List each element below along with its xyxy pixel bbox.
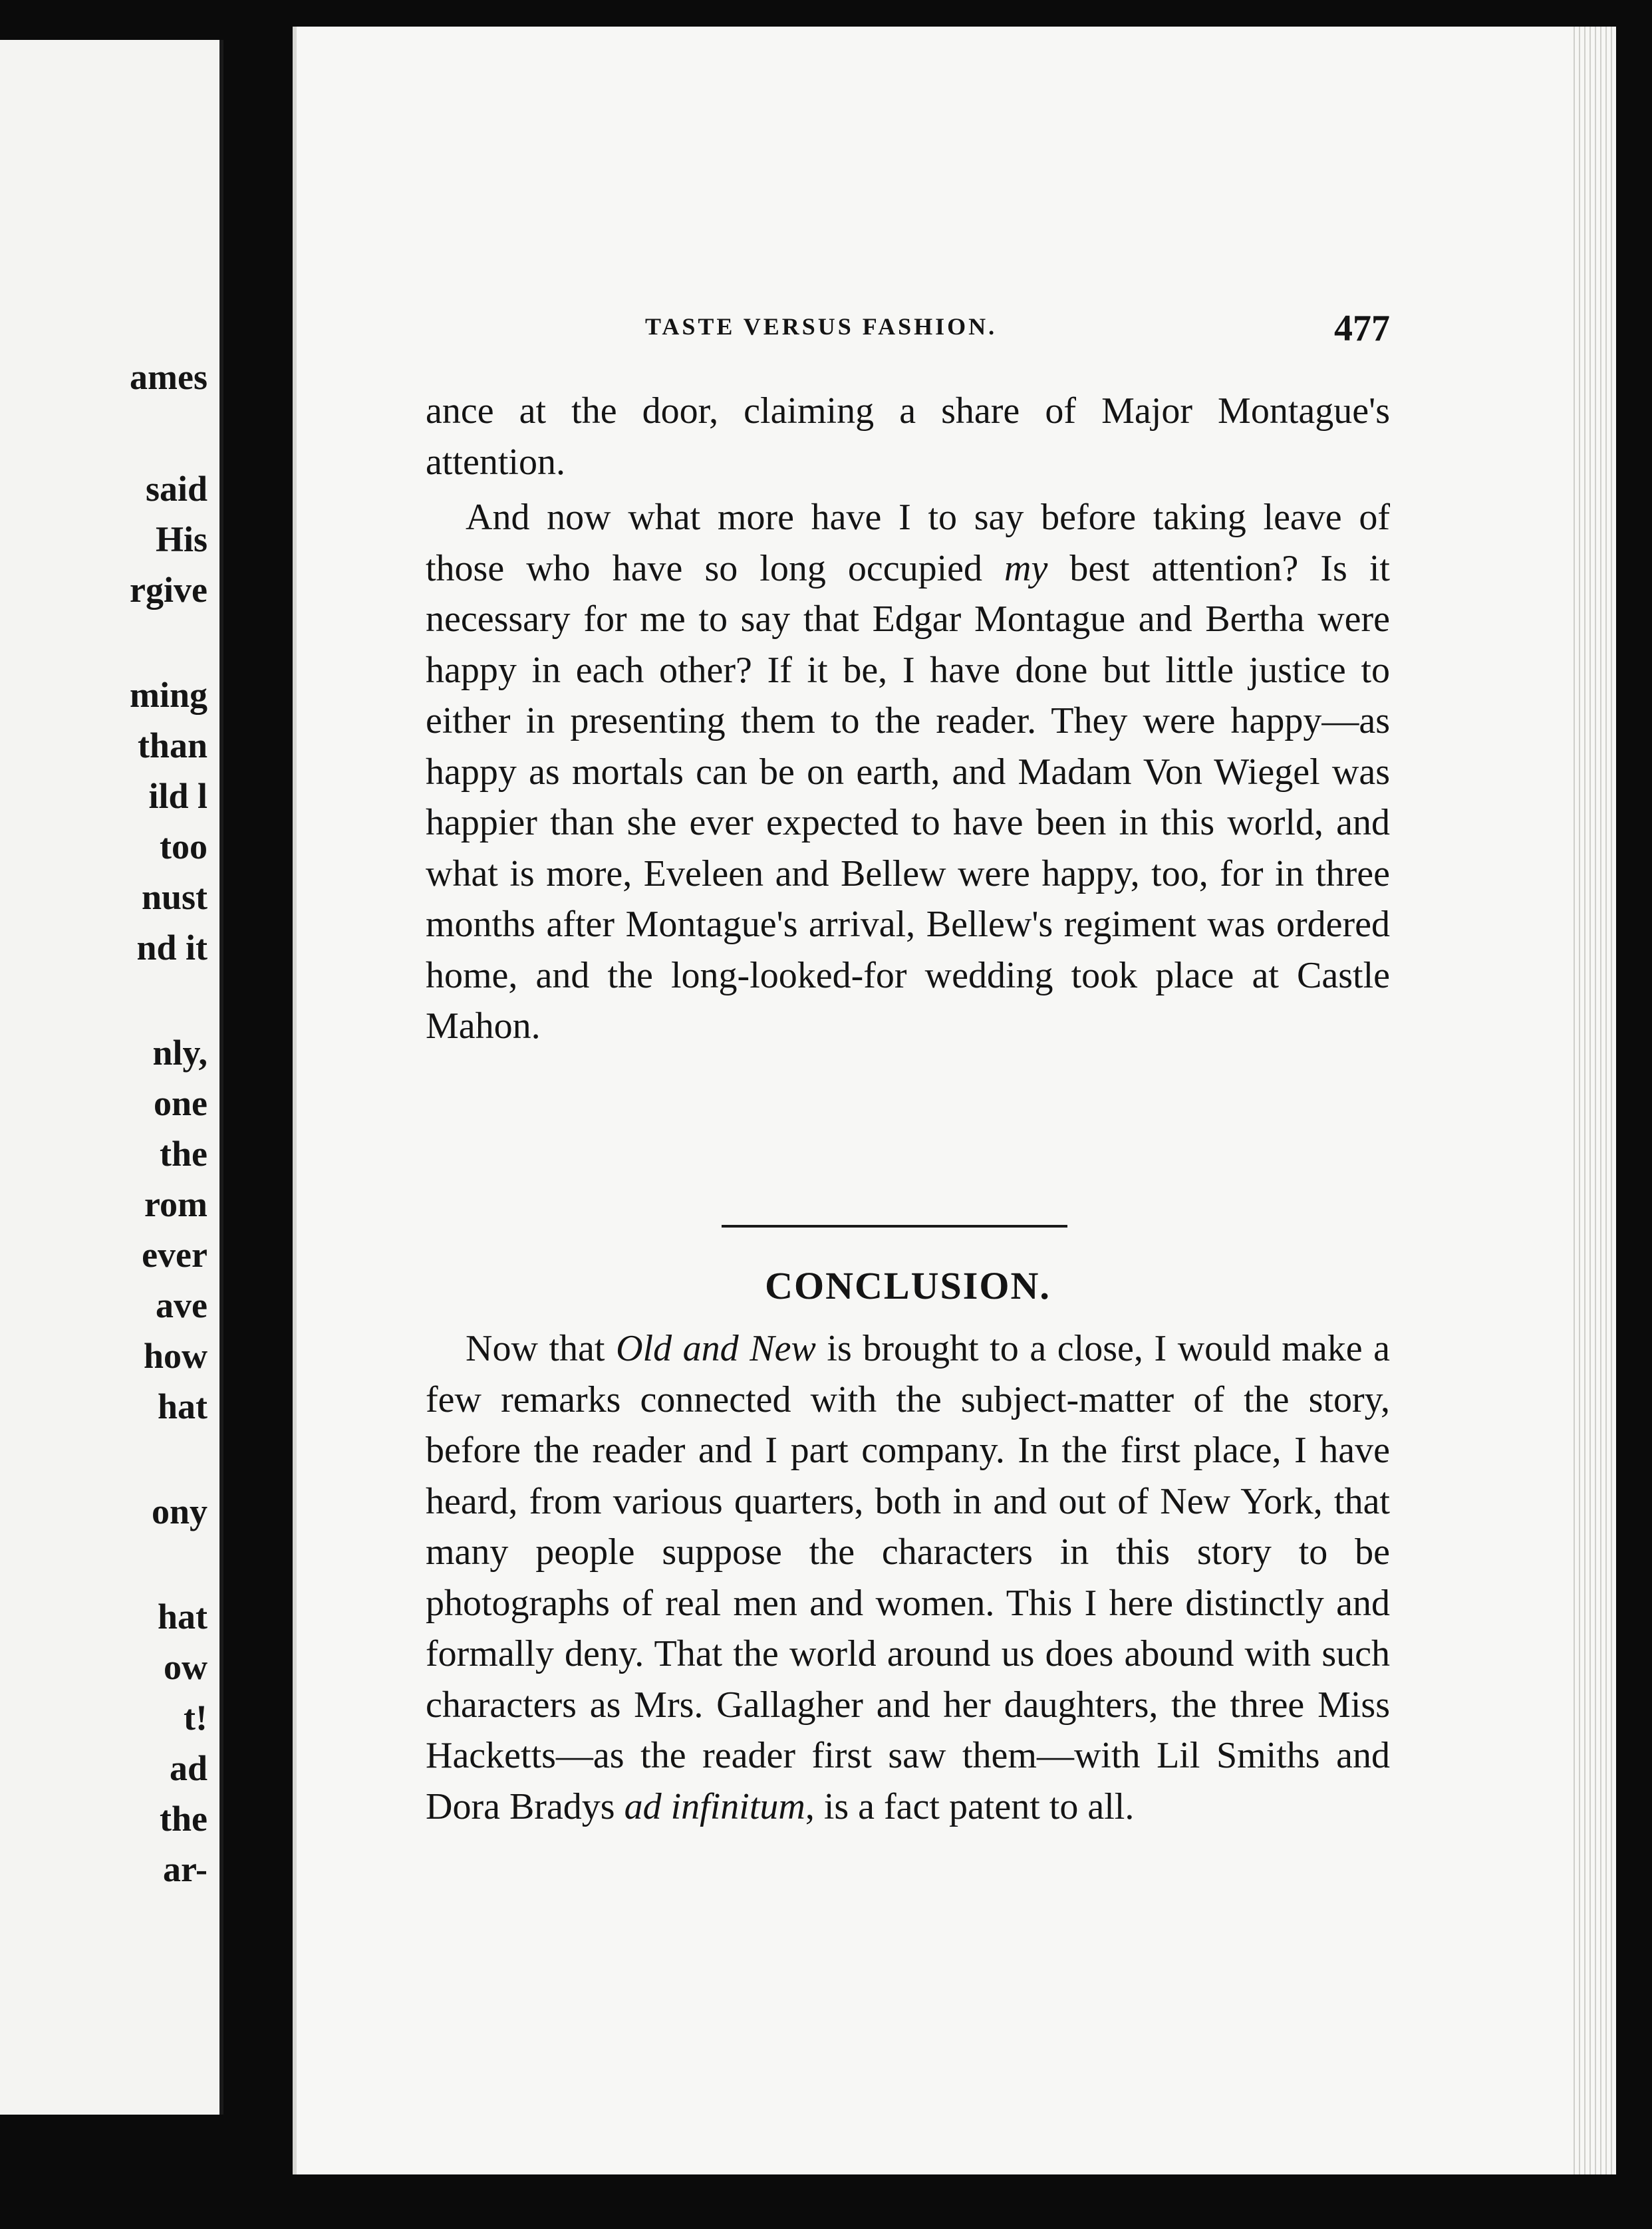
facing-page-line: nust: [141, 877, 207, 917]
facing-page-line: ild l: [148, 776, 207, 816]
facing-page-line: ow: [164, 1647, 207, 1687]
page-number: 477: [1334, 308, 1390, 349]
paragraph: [426, 492, 1390, 1052]
facing-page-line: one: [154, 1083, 207, 1123]
paragraph: [426, 386, 1390, 487]
facing-page-line: how: [143, 1336, 207, 1376]
facing-page-line: hat: [157, 1386, 207, 1426]
paragraph: [426, 1323, 1390, 1832]
facing-page-line: ony: [151, 1492, 207, 1531]
italic-text: my: [1004, 547, 1048, 589]
facing-page-line: the: [160, 1799, 207, 1839]
paragraph-text: , is a fact patent to all.: [805, 1785, 1135, 1827]
italic-text: ad infinitum: [624, 1785, 805, 1827]
facing-page-line: ever: [142, 1235, 207, 1275]
facing-page-line: rgive: [130, 570, 207, 610]
paragraph-text: Now that: [466, 1328, 617, 1369]
section-divider: [722, 1225, 1067, 1228]
paragraph-text: is brought to a close, I would make a few remarks connected with the subject-matter of the story, before the reader and I part company. In the first place, I have heard, from various quarters, both in and out of New York, that many people suppose the characters in this story to be photographs of real men and women. This I here distinctly and formally deny. That the world around us does abound with such characters as Mrs. Gallagher and her daughters, the three Miss Hacketts—as the reader first saw them—with Lil Smiths and Dora Bradys: [426, 1328, 1391, 1827]
running-head: [426, 308, 1390, 359]
paragraph-text: ance at the door, claiming a share of Major Montague's attention.: [426, 390, 1390, 483]
italic-text: Old and New: [616, 1328, 816, 1369]
facing-page-line: too: [160, 827, 207, 866]
facing-page-line: ar-: [163, 1849, 207, 1889]
facing-page-line: hat: [157, 1597, 207, 1637]
paragraph-text: And now what more have I to say before taking leave of those who have so long occupied: [426, 497, 1390, 589]
running-head-title: TASTE VERSUS FASHION.: [645, 313, 998, 340]
facing-page-line: His: [155, 519, 207, 559]
page-edge: [1570, 27, 1616, 2174]
facing-page: [0, 40, 223, 2115]
facing-page-line: the: [160, 1134, 207, 1174]
facing-page-line: ad: [169, 1748, 207, 1788]
paragraph-text: best attention? Is it necessary for me to say that Edgar Montague and Bertha were happy in each other? If it be, I have done but little justice to either in presenting them to the reader. They were happy—as happy as mortals can be on earth, and Madam Von Wiegel was happier than she ever expected to have been in this world, and what is more, Eveleen and Bellew were happy, too, for in three months after Montague's arrival, Bellew's regiment was ordered home, and the long-looked-for wedding took place at Castle Mahon.: [426, 547, 1390, 1047]
facing-page-line: ming: [129, 675, 207, 715]
facing-page-line: nly,: [152, 1033, 207, 1073]
facing-page-line: nd it: [136, 928, 207, 968]
facing-page-line: rom: [144, 1184, 207, 1224]
facing-page-line: ames: [130, 357, 207, 397]
book-page: [293, 27, 1616, 2174]
facing-page-line: than: [137, 725, 207, 765]
facing-page-line: t!: [184, 1698, 207, 1738]
facing-page-line: ave: [156, 1285, 207, 1325]
facing-page-line: said: [145, 469, 207, 509]
section-heading: CONCLUSION.: [765, 1264, 1051, 1307]
